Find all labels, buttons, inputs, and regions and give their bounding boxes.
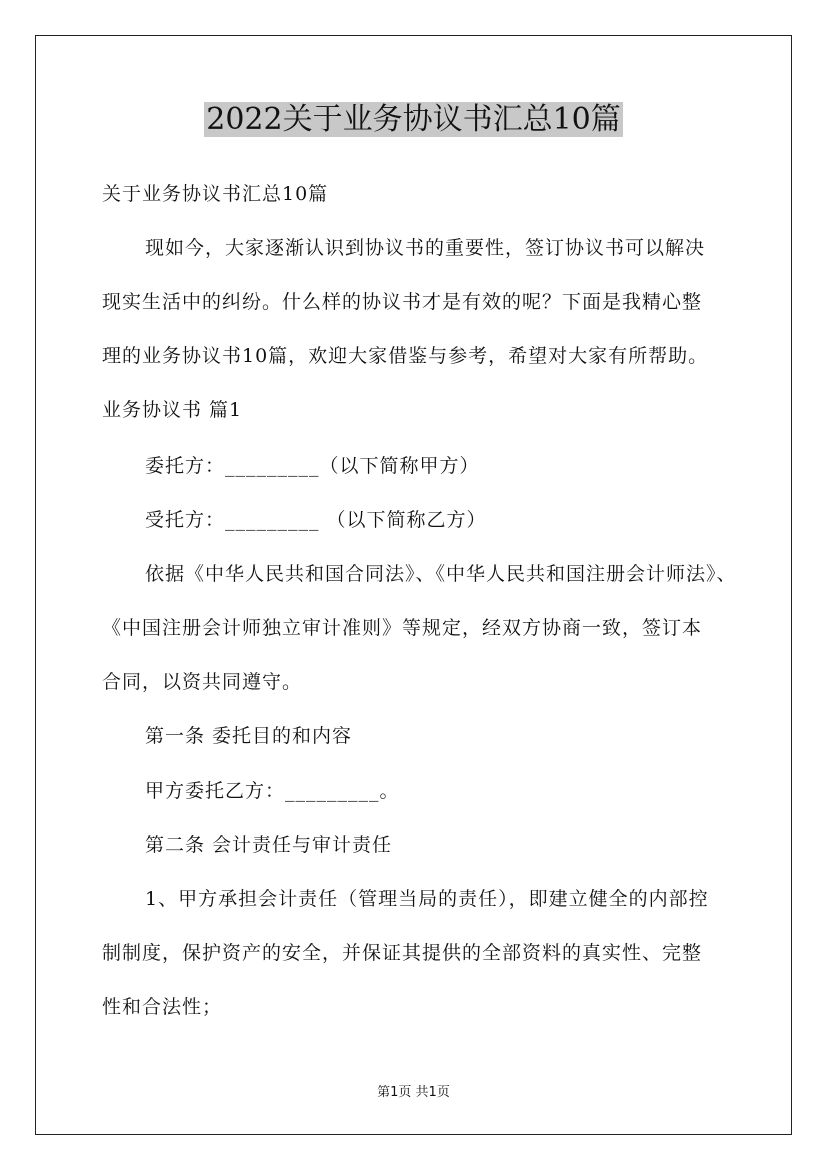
paragraph-line: 受托方：_________ （以下简称乙方）: [145, 509, 487, 531]
paragraph-line: 《中国注册会计师独立审计准则》等规定，经双方协商一致，签订本: [102, 617, 703, 639]
subtitle-line: 关于业务协议书汇总10篇: [102, 183, 329, 205]
clause-heading: 第一条 委托目的和内容: [145, 725, 353, 747]
paragraph-line: 甲方委托乙方：_________。: [145, 780, 400, 802]
paragraph-line: 依据《中华人民共和国合同法》、《中华人民共和国注册会计师法》、: [145, 563, 737, 585]
paragraph-line: 委托方：_________（以下简称甲方）: [145, 455, 480, 477]
paragraph-line: 制制度，保护资产的安全，并保证其提供的全部资料的真实性、完整: [102, 942, 703, 964]
page-footer: 第1页 共1页: [377, 1085, 450, 1100]
section-heading: 业务协议书 篇1: [102, 399, 243, 421]
paragraph-line: 合同，以资共同遵守。: [102, 671, 303, 693]
document-title: [0, 100, 827, 140]
document-title-text: 2022关于业务协议书汇总10篇: [206, 102, 621, 137]
paragraph-line: 现如今，大家逐渐认识到协议书的重要性，签订协议书可以解决: [145, 237, 706, 259]
clause-heading: 第二条 会计责任与审计责任: [145, 834, 393, 856]
paragraph-line: 1、甲方承担会计责任（管理当局的责任），即建立健全的内部控: [145, 888, 709, 910]
paragraph-line: 性和合法性；: [102, 996, 223, 1018]
paragraph-line: 理的业务协议书10篇，欢迎大家借鉴与参考，希望对大家有所帮助。: [102, 345, 709, 367]
paragraph-line: 现实生活中的纠纷。什么样的协议书才是有效的呢？下面是我精心整: [102, 291, 703, 313]
